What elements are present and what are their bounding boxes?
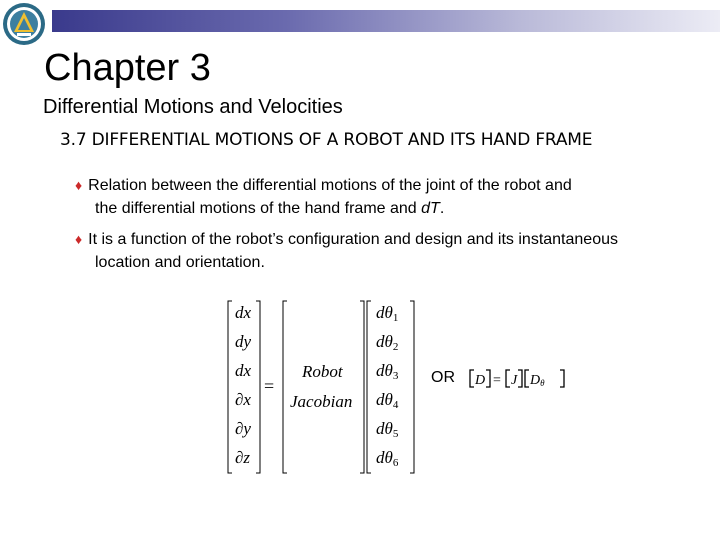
equals-sign: = [264,376,275,396]
bullet-item [75,228,715,274]
compact-equals: = [493,373,501,388]
matrix-label-jacobian: Jacobian [290,392,353,411]
bullet-text-line2: location and orientation. [95,254,265,271]
matrix-label-robot: Robot [302,362,343,381]
right-vector-subscript: 6 [392,457,399,469]
bullet-text-line1: Relation between the differential motions of the joint of the robot and [88,177,572,194]
page-subtitle: Differential Motions and Velocities [43,96,343,118]
page-title: Chapter 3 [44,47,211,89]
left-vector-entry: dx [235,361,252,380]
right-vector-subscript: 1 [392,312,399,324]
bullet-text-line2 [75,197,715,220]
left-vector-entry: dy [235,332,252,351]
left-vector-entry: ∂y [235,419,251,438]
compact-j: J [511,373,518,388]
svg-text:dθ2 [376,332,398,353]
svg-text:dθ5 [376,419,399,440]
svg-text:dθ6 [376,448,399,469]
right-vector-entry: dθ [376,303,393,322]
bullet-text-italic: dT [421,200,440,217]
or-label: OR [431,369,455,386]
right-vector-subscript: 4 [392,399,399,411]
svg-text:dθ4 [376,390,399,411]
svg-text:dθ3 [376,361,399,382]
compact-dtheta: D [530,373,541,388]
left-vector-entry: ∂z [235,448,251,467]
svg-text:dθ1 [376,303,398,324]
compact-dtheta-sub: θ [540,378,545,388]
right-vector-entry: dθ [376,419,393,438]
bullet-text-prefix: the differential motions of the hand frame and [95,200,422,217]
right-vector-subscript: 2 [392,341,399,353]
jacobian-equation [220,295,580,480]
svg-text:Dθ [529,373,545,388]
right-vector-subscript: 3 [392,370,399,382]
diamond-bullet-icon: ♦ [75,177,83,193]
left-vector-entry: dx [235,303,252,322]
university-seal-icon [2,2,46,46]
diamond-bullet-icon: ♦ [75,231,83,247]
section-heading: 3.7 DIFFERENTIAL MOTIONS OF A ROBOT AND ITS HAND FRAME [60,130,593,150]
compact-d: D [475,373,486,388]
right-vector-entry: dθ [376,361,393,380]
right-vector-entry: dθ [376,448,393,467]
header-gradient-bar [52,10,720,32]
bullet-text-line1: It is a function of the robot’s configuration and design and its instantaneous [88,231,618,248]
left-vector-entry: ∂x [235,390,251,409]
right-vector-subscript: 5 [392,428,399,440]
right-vector-entry: dθ [376,332,393,351]
right-vector-entry: dθ [376,390,393,409]
bullet-item [75,174,715,220]
bullet-text-suffix: . [439,200,445,217]
